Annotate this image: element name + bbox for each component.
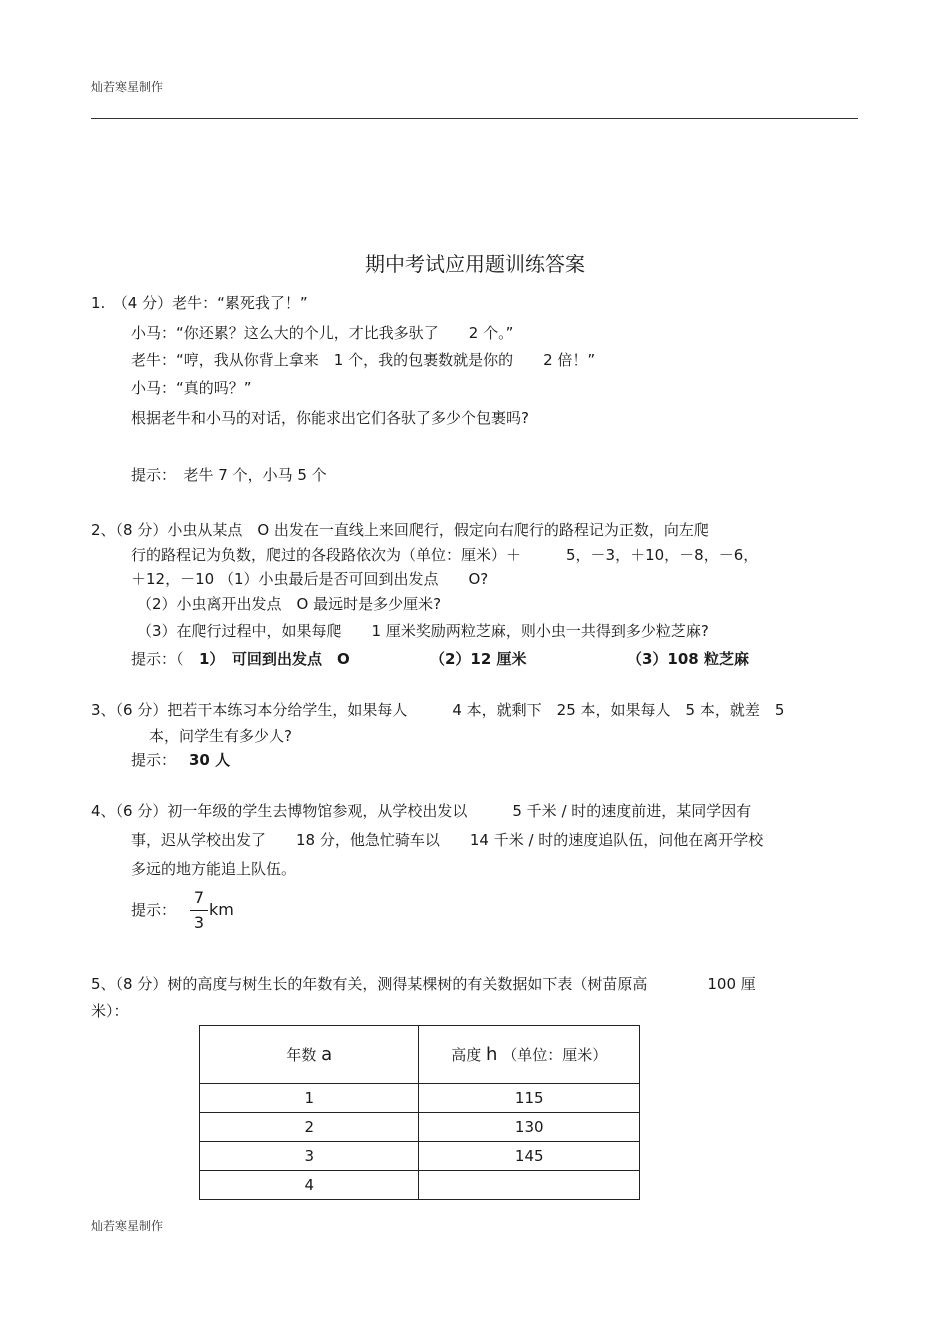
table-cell-height: 115	[419, 1084, 640, 1113]
q2-line-5: （3）在爬行过程中，如果每爬 1 厘米奖励两粒芝麻，则小虫一共得到多少粒芝麻?	[137, 622, 709, 640]
fraction-denominator: 3	[193, 913, 205, 932]
q2-line-4: （2）小虫离开出发点 O 最远时是多少厘米?	[137, 595, 442, 613]
q3-line-2: 本，问学生有多少人?	[149, 727, 292, 745]
q1-line-2: 小马：“你还累？这么大的个儿，才比我多驮了 2 个。”	[131, 324, 514, 342]
q1-line-5: 根据老牛和小马的对话，你能求出它们各驮了多少个包裹吗?	[131, 409, 529, 427]
q2-line-1: 2、（8 分）小虫从某点 O 出发在一直线上来回爬行，假定向右爬行的路程记为正数，向左爬	[91, 521, 709, 539]
q3-hint-value: 30 人	[189, 751, 231, 769]
q5-line-2: 米）：	[91, 1002, 129, 1020]
q5-line-1: 5、（8 分）树的高度与树生长的年数有关，测得某棵树的有关数据如下表（树苗原高 100 厘	[91, 975, 756, 993]
table-cell-year: 2	[200, 1113, 419, 1142]
q3-hint-label: 提示：	[131, 751, 177, 769]
table-row	[200, 1084, 640, 1113]
q2-line-2: 行的路程记为负数，爬过的各段路依次为（单位：厘米）＋ 5，－3，＋10，－8，－6，	[131, 546, 759, 564]
q1-hint: 提示： 老牛 7 个，小马 5 个	[131, 466, 327, 484]
q2-hint-label: 提示：（	[131, 650, 184, 668]
table-cell-year: 3	[200, 1142, 419, 1171]
q4-hint-fraction	[190, 888, 208, 933]
table-row	[200, 1171, 640, 1200]
q3-line-1: 3、（6 分）把若干本练习本分给学生，如果每人 4 本，就剩下 25 本，如果每人 5 本，就差 5	[91, 701, 785, 719]
q2-hint-a: 1） 可回到出发点 O	[199, 650, 350, 668]
table-cell-height: 145	[419, 1142, 640, 1171]
q2-hint-c: （3）108 粒芝麻	[627, 650, 749, 668]
table-cell-height	[419, 1171, 640, 1200]
header-maker: 灿若寒星制作	[91, 80, 164, 94]
tree-height-table	[199, 1025, 640, 1200]
q4-hint-unit: km	[209, 900, 234, 919]
header-height-var: h	[486, 1044, 498, 1065]
fraction-bar	[190, 910, 208, 911]
table-header-height	[419, 1026, 640, 1084]
table-cell-year: 1	[200, 1084, 419, 1113]
header-height-unit: （单位：厘米）	[502, 1046, 608, 1064]
q2-line-3: ＋12，－10 （1）小虫最后是否可回到出发点 O?	[131, 570, 489, 588]
table-row	[200, 1113, 640, 1142]
q4-line-2: 事，迟从学校出发了 18 分，他急忙骑车以 14 千米 / 时的速度追队伍，问他在离开学校	[131, 831, 764, 849]
q1-line-4: 小马：“真的吗？”	[131, 379, 252, 397]
q1-line-3: 老牛：“哼，我从你背上拿来 1 个，我的包裹数就是你的 2 倍！”	[131, 351, 596, 369]
header-height-text: 高度	[451, 1046, 482, 1064]
fraction-numerator: 7	[193, 888, 205, 907]
q4-line-1: 4、（6 分）初一年级的学生去博物馆参观，从学校出发以 5 千米 / 时的速度前进，某同学因有	[91, 802, 752, 820]
q4-hint-label: 提示：	[131, 901, 177, 919]
page-title: 期中考试应用题训练答案	[365, 252, 585, 276]
header-rule	[91, 118, 858, 119]
header-years-text: 年数	[286, 1046, 317, 1064]
footer-maker: 灿若寒星制作	[91, 1219, 164, 1233]
table-cell-height: 130	[419, 1113, 640, 1142]
q4-line-3: 多远的地方能追上队伍。	[131, 860, 297, 878]
table-row	[200, 1142, 640, 1171]
q1-line-1: 1. （4 分）老牛：“累死我了！”	[91, 294, 308, 312]
table-header-years	[200, 1026, 419, 1084]
table-cell-year: 4	[200, 1171, 419, 1200]
q2-hint-b: （2）12 厘米	[430, 650, 527, 668]
table-header-row	[200, 1026, 640, 1084]
header-years-var: a	[321, 1044, 333, 1065]
